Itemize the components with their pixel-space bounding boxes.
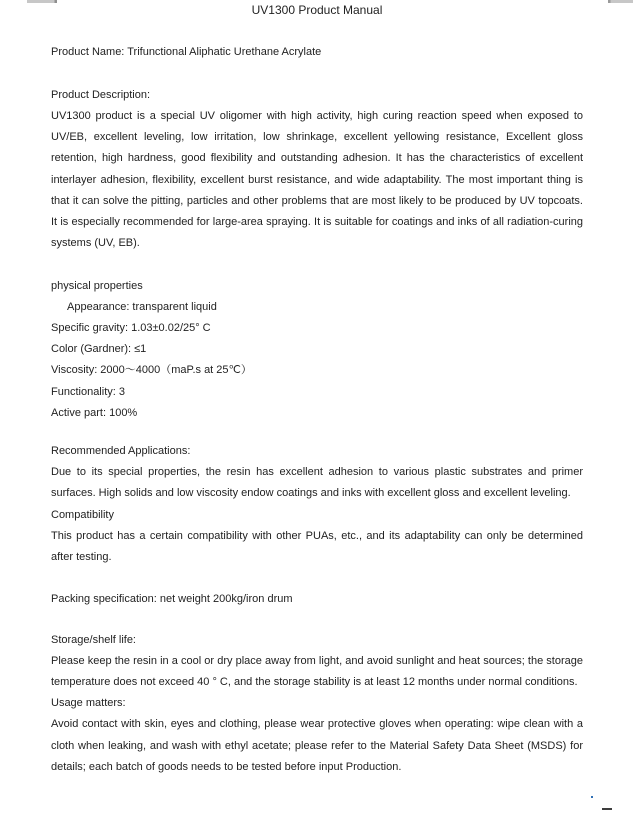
- compatibility-heading: Compatibility: [51, 508, 114, 521]
- appearance-line: Appearance: transparent liquid: [67, 300, 217, 313]
- usage-matters-heading: Usage matters:: [51, 697, 126, 710]
- product-name-line: Product Name: Trifunctional Aliphatic Urethane Acrylate: [51, 46, 322, 59]
- spacer: [51, 424, 583, 441]
- description-heading: Product Description:: [51, 88, 151, 101]
- functionality-line: Functionality: 3: [51, 385, 125, 398]
- spacer: [51, 21, 583, 42]
- color-gardner-line: Color (Gardner): ≤1: [51, 343, 147, 356]
- spacer: [51, 568, 583, 589]
- recommended-applications-heading: Recommended Applications:: [51, 445, 191, 458]
- spacer: [51, 254, 583, 275]
- spacer: [51, 64, 583, 85]
- page-footer-dash: [602, 808, 612, 810]
- specific-gravity-line: Specific gravity: 1.03±0.02/25° C: [51, 322, 211, 334]
- page-title: UV1300 Product Manual: [251, 3, 383, 17]
- scrollbar-fragment-right: [608, 0, 633, 3]
- viscosity-line: Viscosity: 2000～4000（maP.s at 25℃）: [51, 364, 252, 377]
- spacer: [51, 611, 583, 630]
- description-paragraph: UV1300 product is a special UV oligomer with high activity, high curing reaction speed when exposed to UV/EB, excellent leveling, low irritation, low shrinkage, excellent yellowing resistance, Excellent gloss retention, high hardness, good flexibility and outstanding adhesion. It has the characteristics of excellent interlayer adhesion, flexibility, excellent burst resistance, and wide adaptability. The most important thing is that it can solve the pitting, particles and other problems that are most likely to be produced by UV topcoats. It is especially recommended for large-area spraying. It is suitable for coatings and inks of all radiation-curing systems (UV, EB).: [51, 109, 583, 250]
- storage-heading: Storage/shelf life:: [51, 633, 136, 646]
- storage-paragraph: Please keep the resin in a cool or dry place away from light, and avoid sunlight and heat sources; the storage temperature does not exceed 40 ° C, and the storage stability is at least 12 months under normal conditions.: [51, 654, 583, 689]
- usage-paragraph: Avoid contact with skin, eyes and clothing, please wear protective gloves when operating: wipe clean with a cloth when leaking, and wash with ethyl acetate; please refer to the Material Safety Data Sheet (MSDS) for details; each batch of goods needs to be tested before input Production.: [51, 718, 583, 773]
- packing-line: Packing specification: net weight 200kg/iron drum: [51, 593, 293, 606]
- applications-paragraph: Due to its special properties, the resin has excellent adhesion to various plastic substrates and primer surfaces. High solids and low viscosity endow coatings and inks with excellent gloss and excellent leveling.: [51, 466, 583, 500]
- compatibility-paragraph: This product has a certain compatibility with other PUAs, etc., and its adaptability can only be determined after testing.: [51, 529, 583, 564]
- document-body: [51, 0, 583, 778]
- active-part-line: Active part: 100%: [51, 406, 138, 419]
- physical-properties-heading: physical properties: [51, 279, 143, 292]
- cursor-dot: [591, 796, 593, 798]
